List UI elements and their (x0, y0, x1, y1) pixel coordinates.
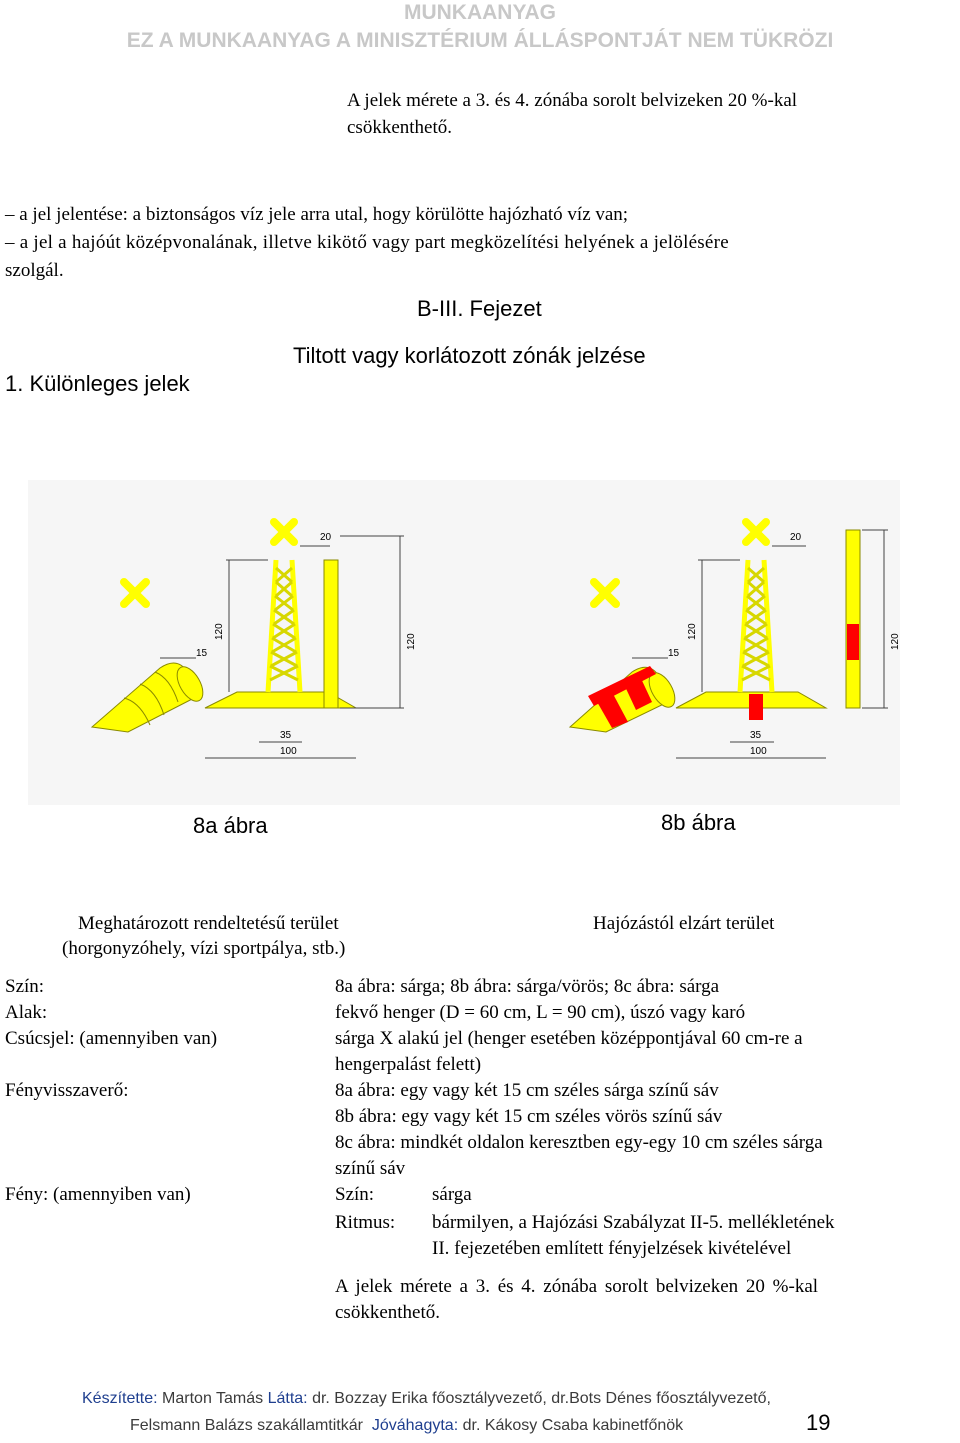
spec-shape-value: fekvő henger (D = 60 cm, L = 90 cm), úszó vagy karó (335, 1002, 746, 1023)
desc-8b: Hajózástól elzárt terület (593, 913, 775, 934)
buoy-figure (0, 470, 960, 810)
footer-approved-label: Jóváhagyta: (371, 1417, 459, 1434)
watermark-title: MUNKAANYAG (403, 1, 557, 24)
dim-label: 15 (668, 648, 680, 659)
spec-reflector-value-1: 8a ábra: egy vagy két 15 cm széles sárga színű sáv (335, 1080, 719, 1101)
footer-prepared-label: Készítette: (82, 1390, 158, 1407)
spec-reflector-value-2: 8b ábra: egy vagy két 15 cm széles vörös színű sáv (335, 1106, 723, 1127)
dim-label: 20 (320, 532, 332, 543)
spec-reflector-value-4: színű sáv (335, 1158, 406, 1179)
caption-8a: 8a ábra (193, 813, 268, 838)
top-note-line1: A jelek mérete a 3. és 4. zónába sorolt belvizeken 20 %-kal (347, 90, 798, 111)
desc-8a-line2: (horgonyzóhely, vízi sportpálya, stb.) (62, 938, 346, 959)
bottom-note-line1: A jelek mérete a 3. és 4. zónába sorolt belvizeken 20 %-kal (335, 1276, 819, 1297)
caption-8b: 8b ábra (661, 810, 736, 835)
spec-rhythm-value-2: II. fejezetében említett fényjelzések kivételével (432, 1238, 792, 1259)
spec-topmark-value-2: hengerpalást felett) (335, 1054, 482, 1075)
meaning-line2: – a jel a hajóút középvonalának, illetve kikötő vagy part megközelítési helyének a jelölésére (5, 232, 729, 253)
footer-line2 (130, 1417, 683, 1435)
spec-topmark-value-1: sárga X alakú jel (henger esetében középpontjával 60 cm-re a (335, 1028, 803, 1049)
footer-secretary-name: Felsmann Balázs szakállamtitkár (130, 1417, 363, 1434)
desc-8a-line1: Meghatározott rendeltetésű terület (78, 913, 339, 934)
bottom-note-line2: csökkenthető. (335, 1302, 441, 1323)
spar-buoy-8b (846, 530, 860, 708)
page-number: 19 (806, 1410, 831, 1435)
chapter-title: B-III. Fejezet (417, 296, 542, 321)
footer-prepared-name: Marton Tamás (162, 1390, 264, 1407)
spec-rhythm-value-1: bármilyen, a Hajózási Szabályzat II-5. mellékletének (432, 1212, 835, 1233)
spec-light-color-label: Szín: (335, 1184, 375, 1205)
dim-label: 120 (406, 633, 417, 650)
dim-label: 120 (890, 633, 901, 650)
dim-label: 35 (280, 730, 292, 741)
spec-topmark-label: Csúcsjel: (amennyiben van) (5, 1028, 218, 1049)
spec-color-label: Szín: (5, 976, 45, 997)
chapter-subtitle: Tiltott vagy korlátozott zónák jelzése (293, 343, 646, 368)
footer-approved-name: dr. Kákosy Csaba kabinetfőnök (462, 1417, 684, 1434)
section-heading: 1. Különleges jelek (5, 371, 190, 396)
dim-label: 20 (790, 532, 802, 543)
spec-light-color-value: sárga (432, 1184, 472, 1205)
footer-seen-label: Látta: (267, 1390, 308, 1407)
dim-label: 15 (196, 648, 208, 659)
dim-label: 35 (750, 730, 762, 741)
dim-label: 120 (214, 623, 225, 640)
meaning-line3: szolgál. (5, 260, 64, 281)
top-note-line2: csökkenthető. (347, 117, 453, 138)
footer-line1 (82, 1390, 771, 1408)
footer-seen-names: dr. Bozzay Erika főosztályvezető, dr.Bots Dénes főosztályvezető, (312, 1390, 771, 1407)
spec-rhythm-label: Ritmus: (335, 1212, 396, 1233)
spec-reflector-value-3: 8c ábra: mindkét oldalon keresztben egy-egy 10 cm széles sárga (335, 1132, 823, 1153)
spec-reflector-label: Fényvisszaverő: (5, 1080, 129, 1101)
watermark-subtitle: EZ A MUNKAANYAG A MINISZTÉRIUM ÁLLÁSPONTJÁT NEM TÜKRÖZI (126, 29, 834, 52)
dim-label: 120 (687, 623, 698, 640)
spec-shape-label: Alak: (5, 1002, 48, 1023)
dim-label: 100 (750, 746, 767, 757)
meaning-line1: – a jel jelentése: a biztonságos víz jele arra utal, hogy körülötte hajózható víz van; (5, 204, 629, 225)
spec-color-value: 8a ábra: sárga; 8b ábra: sárga/vörös; 8c ábra: sárga (335, 976, 720, 997)
dim-label: 100 (280, 746, 297, 757)
spec-light-label: Fény: (amennyiben van) (5, 1184, 191, 1205)
spar-buoy-8a (324, 560, 338, 708)
